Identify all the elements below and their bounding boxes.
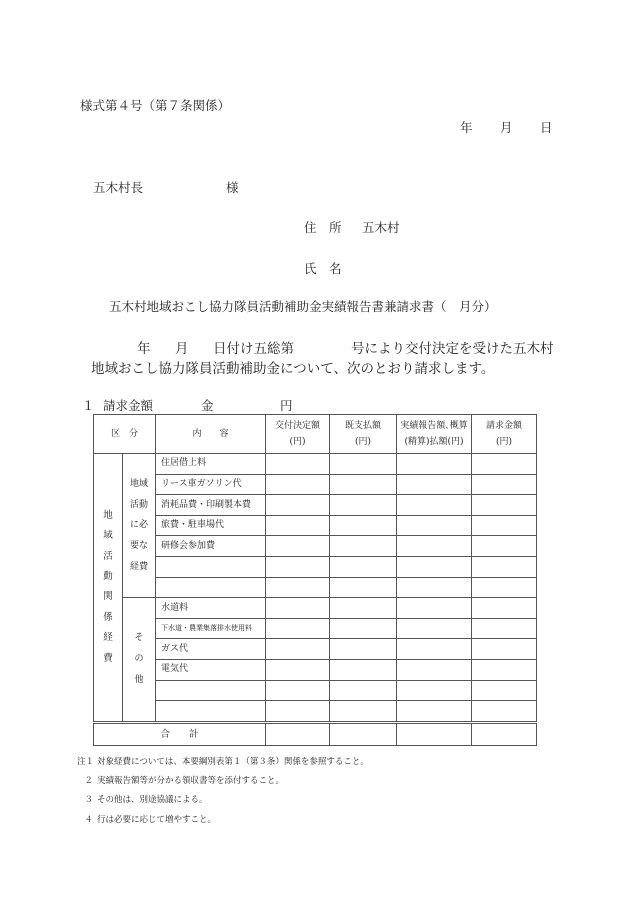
cell-paid[interactable] xyxy=(330,495,397,516)
cell-decision[interactable] xyxy=(266,598,330,619)
body-line2: 地域おこし協力隊員活動補助金について、次のとおり請求します。 xyxy=(91,361,495,377)
cell-actual[interactable] xyxy=(397,577,472,598)
address-value: 五木村 xyxy=(362,220,400,235)
cell-actual[interactable] xyxy=(397,701,472,723)
cell-actual[interactable] xyxy=(397,556,472,577)
cell-request[interactable] xyxy=(472,701,537,723)
body-year: 年 xyxy=(137,341,151,357)
addressee-name: 五木村長 xyxy=(93,180,144,195)
name-label: 氏 名 xyxy=(304,261,342,276)
cell-paid[interactable] xyxy=(330,680,397,701)
group1-label: 地域 活動 に必 要な 経費 xyxy=(123,454,156,598)
cell-request[interactable] xyxy=(472,515,537,536)
item-label[interactable] xyxy=(156,556,266,577)
cell-request[interactable] xyxy=(472,454,537,475)
cell-decision[interactable] xyxy=(266,577,330,598)
item-label: 旅費・駐車場代 xyxy=(156,515,266,536)
cell-decision[interactable] xyxy=(266,639,330,660)
table-row xyxy=(94,556,537,577)
cell-decision[interactable] xyxy=(266,618,330,639)
cell-request[interactable] xyxy=(472,680,537,701)
cell-paid[interactable] xyxy=(330,474,397,495)
item-label: 下水道・農業集落排水使用料 xyxy=(156,618,266,639)
cell-paid[interactable] xyxy=(330,577,397,598)
main-category-label: 地 域 活 動 関 係 経 費 xyxy=(94,454,123,723)
note-item: ３ その他は、別途協議による。 xyxy=(84,795,208,806)
item-label: ガス代 xyxy=(156,639,266,660)
cell-request[interactable] xyxy=(472,659,537,680)
cell-actual[interactable] xyxy=(397,536,472,557)
header-content: 内 容 xyxy=(156,415,266,454)
cell-decision[interactable] xyxy=(266,454,330,475)
cell-request[interactable] xyxy=(472,639,537,660)
table-row xyxy=(94,495,537,516)
cell-request[interactable] xyxy=(472,474,537,495)
expense-table xyxy=(93,414,537,746)
body-decision-ref: 号により交付決定を受けた五木村 xyxy=(351,341,554,357)
cell-paid[interactable] xyxy=(330,598,397,619)
table-row xyxy=(94,618,537,639)
cell-paid[interactable] xyxy=(330,618,397,639)
cell-paid[interactable] xyxy=(330,556,397,577)
section-label: 請求金額 xyxy=(103,398,154,413)
cell-request[interactable] xyxy=(472,536,537,557)
note-item: 注１ 対象経費については、本要綱別表第１（第３条）関係を参照すること。 xyxy=(77,757,369,767)
total-row xyxy=(94,722,537,745)
cell-decision[interactable] xyxy=(266,659,330,680)
document-title: 五木村地域おこし協力隊員活動補助金実績報告書兼請求書（ 月分） xyxy=(109,299,497,314)
cell-paid[interactable] xyxy=(330,454,397,475)
cell-paid[interactable] xyxy=(330,701,397,723)
table-row xyxy=(94,680,537,701)
cell-actual[interactable] xyxy=(397,454,472,475)
item-label[interactable] xyxy=(156,701,266,723)
cell-actual[interactable] xyxy=(397,474,472,495)
cell-request[interactable] xyxy=(472,556,537,577)
notes xyxy=(77,753,369,830)
section-number: １ xyxy=(82,398,95,413)
table-row xyxy=(94,701,537,723)
cell-decision[interactable] xyxy=(266,515,330,536)
cell-decision[interactable] xyxy=(266,556,330,577)
cell-request[interactable] xyxy=(472,577,537,598)
cell-actual[interactable] xyxy=(397,639,472,660)
date-year: 年 xyxy=(460,120,473,135)
cell-actual[interactable] xyxy=(397,495,472,516)
cell-actual[interactable] xyxy=(397,515,472,536)
cell-decision[interactable] xyxy=(266,536,330,557)
table-row xyxy=(94,474,537,495)
cell-decision[interactable] xyxy=(266,474,330,495)
table-row xyxy=(94,515,537,536)
date-month: 月 xyxy=(500,120,513,135)
header-paid-amount: 既支払額 (円) xyxy=(330,415,397,454)
total-actual[interactable] xyxy=(397,722,472,745)
note-item: ４ 行は必要に応じて増やすこと。 xyxy=(84,814,217,825)
item-label: 電気代 xyxy=(156,659,266,680)
address-label: 住 所 xyxy=(304,220,342,235)
group2-label: そ の 他 xyxy=(123,598,156,723)
table-row xyxy=(94,577,537,598)
cell-actual[interactable] xyxy=(397,659,472,680)
total-request[interactable] xyxy=(472,722,537,745)
item-label: 研修会参加費 xyxy=(156,536,266,557)
header-actual-amount: 実績報告額､概算 (精算)払額(円) xyxy=(397,415,472,454)
cell-decision[interactable] xyxy=(266,680,330,701)
item-label[interactable] xyxy=(156,680,266,701)
cell-paid[interactable] xyxy=(330,536,397,557)
amount-yen: 円 xyxy=(280,398,293,413)
cell-actual[interactable] xyxy=(397,598,472,619)
cell-paid[interactable] xyxy=(330,639,397,660)
header-decision-amount: 交付決定額 (円) xyxy=(266,415,330,454)
table-row xyxy=(94,639,537,660)
note-item: ２ 実績報告額等が分かる領収書等を添付すること。 xyxy=(84,776,285,787)
table-header-row xyxy=(94,415,537,454)
cell-decision[interactable] xyxy=(266,701,330,723)
cell-request[interactable] xyxy=(472,618,537,639)
item-label: リース車ガソリン代 xyxy=(156,474,266,495)
total-label: 合 計 xyxy=(94,722,266,745)
cell-actual[interactable] xyxy=(397,618,472,639)
table-row xyxy=(94,659,537,680)
table-row xyxy=(94,536,537,557)
addressee-honorific: 様 xyxy=(226,180,239,195)
item-label: 水道料 xyxy=(156,598,266,619)
date-day: 日 xyxy=(540,120,553,135)
body-date-ref: 日付け五総第 xyxy=(213,341,294,357)
cell-request[interactable] xyxy=(472,598,537,619)
cell-actual[interactable] xyxy=(397,680,472,701)
table-row xyxy=(94,598,537,619)
form-number: 様式第４号（第７条関係） xyxy=(80,98,231,113)
amount-kin: 金 xyxy=(201,398,214,413)
total-paid[interactable] xyxy=(330,722,397,745)
body-month: 月 xyxy=(175,341,189,357)
total-decision[interactable] xyxy=(266,722,330,745)
table-row xyxy=(94,454,537,475)
item-label: 住居借上料 xyxy=(156,454,266,475)
cell-request[interactable] xyxy=(472,495,537,516)
cell-paid[interactable] xyxy=(330,659,397,680)
header-request-amount: 請求金額 (円) xyxy=(472,415,537,454)
cell-decision[interactable] xyxy=(266,495,330,516)
cell-paid[interactable] xyxy=(330,515,397,536)
header-category: 区 分 xyxy=(94,415,156,454)
item-label[interactable] xyxy=(156,577,266,598)
item-label: 消耗品費・印刷製本費 xyxy=(156,495,266,516)
